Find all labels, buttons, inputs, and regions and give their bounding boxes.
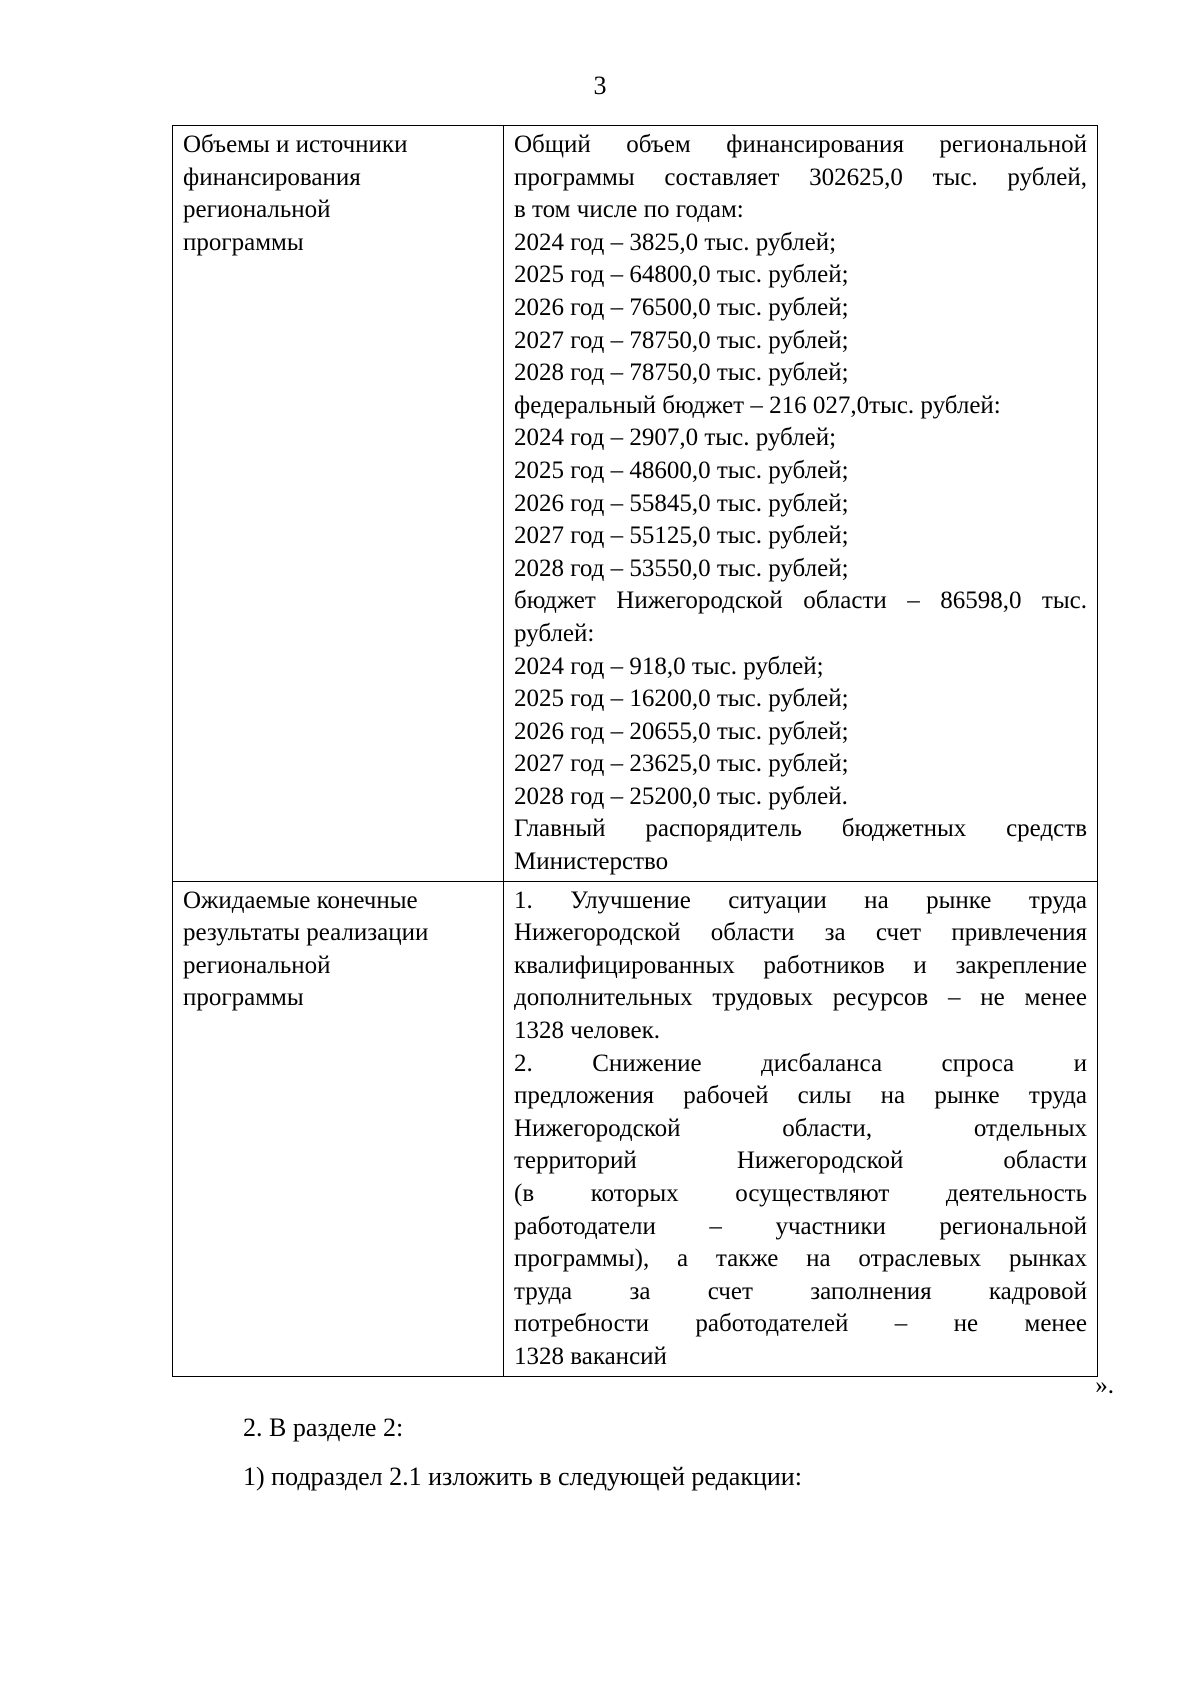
funding-closing-line: Главный распорядитель бюджетных средств	[514, 815, 1087, 843]
funding-label-line: программы	[183, 228, 304, 256]
funding-line: 2028 год – 25200,0 тыс. рублей.	[514, 782, 848, 810]
result2-line: работодатели – участники региональной	[514, 1212, 1087, 1240]
program-passport-table	[172, 125, 1098, 1377]
result2-line: Нижегородской области, отдельных	[514, 1114, 1087, 1142]
funding-line: 2024 год – 3825,0 тыс. рублей;	[514, 228, 837, 256]
funding-line: бюджет Нижегородской области – 86598,0 тыс.	[514, 587, 1087, 615]
funding-line: рублей:	[514, 619, 595, 647]
funding-line: 2026 год – 20655,0 тыс. рублей;	[514, 717, 849, 745]
funding-line: 2024 год – 2907,0 тыс. рублей;	[514, 424, 837, 452]
result1-line: дополнительных трудовых ресурсов – не менее	[514, 984, 1087, 1012]
funding-line: 2027 год – 78750,0 тыс. рублей;	[514, 326, 849, 354]
funding-line: федеральный бюджет – 216 027,0тыс. рублей:	[514, 391, 1001, 419]
result2-line: территорий Нижегородской области	[514, 1147, 1087, 1175]
results-label-cell	[173, 881, 504, 1376]
page-number: 3	[593, 71, 607, 100]
results-label-line: региональной	[183, 951, 331, 979]
result2-line: 1328 вакансий	[514, 1342, 667, 1370]
funding-label-line: финансирования	[183, 163, 361, 191]
result2-line: потребности работодателей – не менее	[514, 1310, 1087, 1338]
funding-line: 2027 год – 23625,0 тыс. рублей;	[514, 750, 849, 778]
funding-intro-line: Общий объем финансирования региональной	[514, 131, 1087, 158]
result1-line: 1. Улучшение ситуации на рынке труда	[514, 886, 1087, 914]
result2-line: программы), а также на отраслевых рынках	[514, 1245, 1087, 1273]
funding-line: в том числе по годам:	[514, 196, 744, 224]
result2-line: (в которых осуществляют деятельность	[514, 1180, 1087, 1207]
funding-line: 2028 год – 78750,0 тыс. рублей;	[514, 359, 849, 387]
funding-line: 2028 год – 53550,0 тыс. рублей;	[514, 554, 849, 582]
funding-line: 2025 год – 16200,0 тыс. рублей;	[514, 685, 849, 713]
subsection-text: 1) подраздел 2.1 изложить в следующей редакции:	[243, 1462, 802, 1491]
closing-quote: ».	[1095, 1372, 1114, 1399]
results-label-line: результаты реализации	[183, 919, 429, 947]
results-label-line: программы	[183, 984, 304, 1012]
result1-line: Нижегородской области за счет привлечения	[514, 919, 1087, 947]
funding-line: 2025 год – 64800,0 тыс. рублей;	[514, 261, 849, 289]
funding-line: 2025 год – 48600,0 тыс. рублей;	[514, 456, 849, 484]
funding-line: 2027 год – 55125,0 тыс. рублей;	[514, 522, 849, 550]
funding-value-cell	[504, 126, 1098, 882]
funding-label-line: Объемы и источники	[183, 131, 408, 158]
funding-label-cell	[173, 126, 504, 882]
table-row-results	[173, 881, 1098, 1376]
result2-line: предложения рабочей силы на рынке труда	[514, 1082, 1087, 1110]
result2-line: 2. Снижение дисбаланса спроса и	[514, 1049, 1087, 1077]
funding-label-line: региональной	[183, 196, 331, 224]
funding-closing-line: Министерство	[514, 848, 669, 876]
funding-intro-line: программы составляет 302625,0 тыс. рублей,	[514, 163, 1087, 191]
result2-line: труда за счет заполнения кадровой	[514, 1277, 1087, 1305]
section-heading: 2. В разделе 2:	[243, 1413, 404, 1442]
results-value-cell	[504, 881, 1098, 1376]
funding-line: 2026 год – 55845,0 тыс. рублей;	[514, 489, 849, 517]
result1-line: квалифицированных работников и закрепление	[514, 951, 1087, 979]
table-row-funding	[173, 126, 1098, 882]
funding-line: 2024 год – 918,0 тыс. рублей;	[514, 652, 824, 680]
funding-line: 2026 год – 76500,0 тыс. рублей;	[514, 293, 849, 321]
result1-line: 1328 человек.	[514, 1017, 661, 1045]
results-label-line: Ожидаемые конечные	[183, 886, 418, 914]
